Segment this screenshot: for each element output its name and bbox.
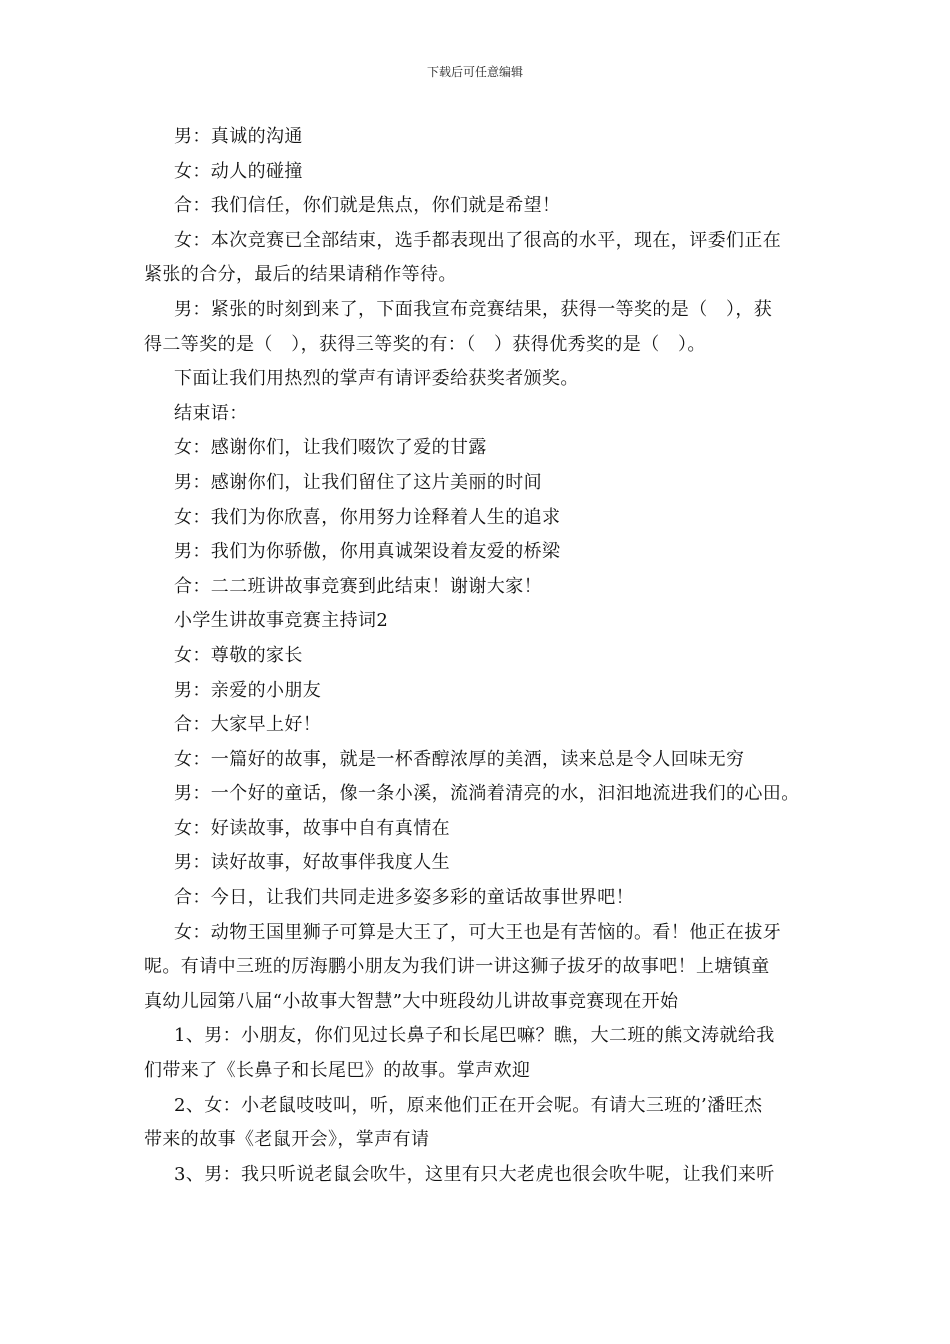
text-line: 女：尊敬的家长 [174, 644, 303, 666]
text-line: 2、女：小老鼠吱吱叫，听，原来他们正在开会呢。有请大三班的’潘旺杰 [174, 1094, 763, 1116]
page-header: 下载后可任意编辑 [426, 65, 523, 79]
text-line: 男：我们为你骄傲，你用真诚架设着友爱的桥梁 [174, 541, 561, 563]
text-line: 们带来了《长鼻子和长尾巴》的故事。掌声欢迎 [144, 1060, 531, 1082]
text-line: 男：紧张的时刻到来了，下面我宣布竞赛结果，获得一等奖的是（ ），获 [174, 298, 773, 320]
document-body [144, 120, 814, 1192]
text-line: 男：一个好的童话，像一条小溪，流淌着清亮的水，汩汩地流进我们的心田。 [174, 783, 800, 805]
text-line: 1、男：小朋友，你们见过长鼻子和长尾巴嘛？瞧，大二班的熊文涛就给我 [174, 1025, 775, 1047]
text-line: 女：本次竞赛已全部结束，选手都表现出了很高的水平，现在，评委们正在 [174, 229, 782, 251]
text-line: 小学生讲故事竞赛主持词2 [174, 610, 389, 632]
text-line: 合：我们信任，你们就是焦点，你们就是希望！ [174, 195, 561, 217]
text-line: 女：感谢你们，让我们啜饮了爱的甘露 [174, 437, 487, 459]
text-line: 下面让我们用热烈的掌声有请评委给获奖者颁奖。 [174, 368, 579, 390]
text-line: 合：今日，让我们共同走进多姿多彩的童话故事世界吧！ [174, 887, 634, 909]
text-line: 男：感谢你们，让我们留住了这片美丽的时间 [174, 471, 542, 493]
text-line: 得二等奖的是（ ），获得三等奖的有：（ ）获得优秀奖的是（ ）。 [144, 333, 706, 355]
text-line: 紧张的合分，最后的结果请稍作等待。 [144, 264, 457, 286]
text-line: 结束语： [174, 402, 248, 424]
text-line: 合：二二班讲故事竞赛到此结束！谢谢大家！ [174, 575, 542, 597]
text-line: 真幼儿园第八届“小故事大智慧”大中班段幼儿讲故事竞赛现在开始 [144, 990, 679, 1012]
text-line: 男：真诚的沟通 [174, 126, 303, 147]
text-line: 女：动物王国里狮子可算是大王了，可大王也是有苦恼的。看！他正在拔牙 [174, 921, 782, 943]
text-line: 女：我们为你欣喜，你用努力诠释着人生的追求 [174, 506, 561, 528]
text-line: 男：读好故事，好故事伴我度人生 [174, 852, 450, 874]
text-line: 合：大家早上好！ [174, 714, 322, 736]
text-line: 呢。有请中三班的厉海鹏小朋友为我们讲一讲这狮子拔牙的故事吧！上塘镇童 [144, 956, 770, 978]
text-line: 女：一篇好的故事，就是一杯香醇浓厚的美酒，读来总是令人回味无穷 [174, 748, 745, 770]
text-line: 女：好读故事，故事中自有真情在 [174, 817, 450, 839]
text-line: 女：动人的碰撞 [174, 160, 303, 182]
text-line: 男：亲爱的小朋友 [174, 679, 322, 701]
text-line: 带来的故事《老鼠开会》，掌声有请 [144, 1129, 430, 1151]
text-line: 3、男：我只听说老鼠会吹牛，这里有只大老虎也很会吹牛呢，让我们来听 [174, 1163, 775, 1185]
